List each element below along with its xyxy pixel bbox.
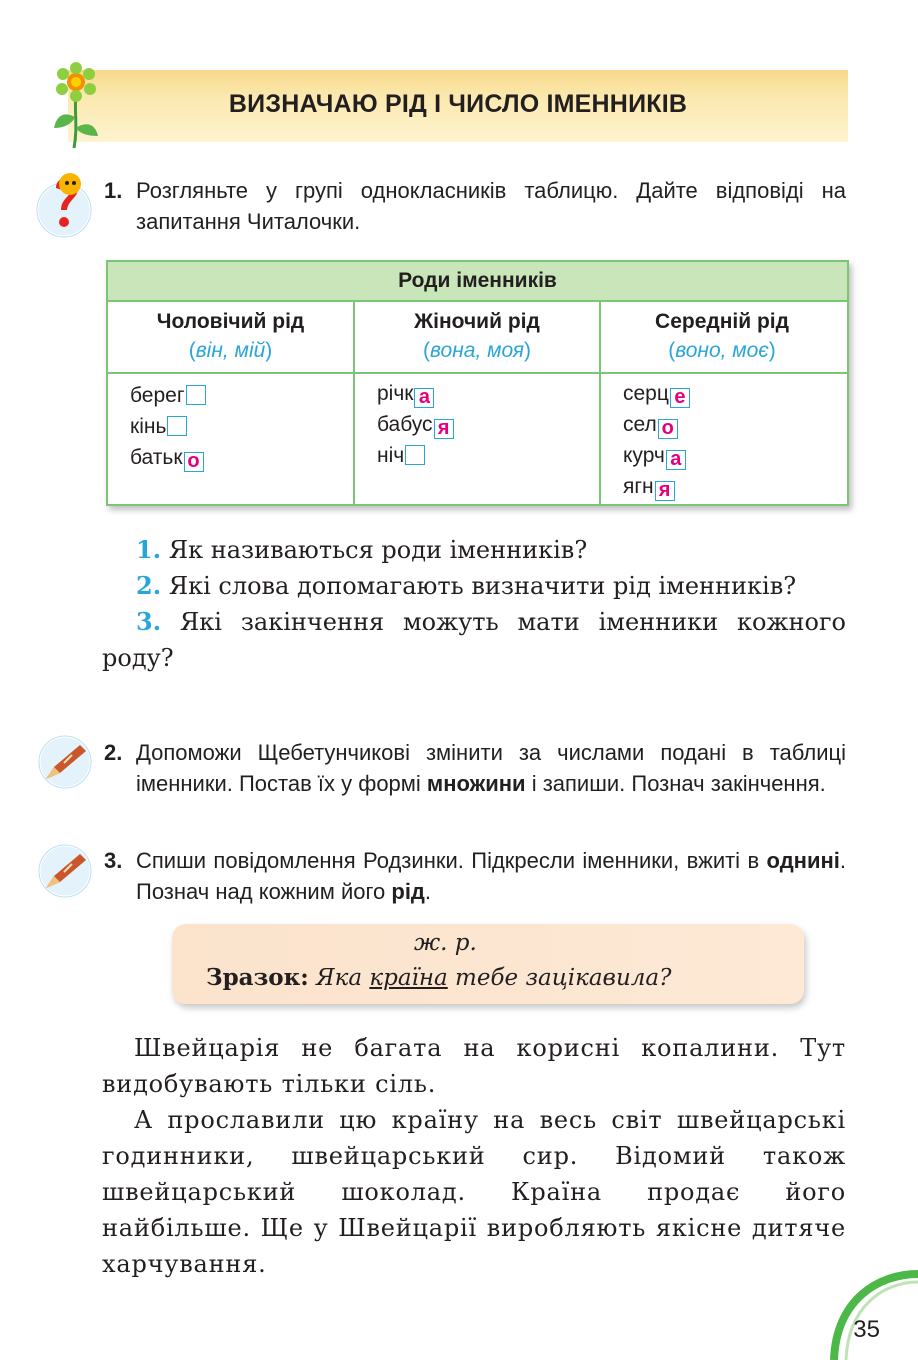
task-text: Розгляньте у групі однокласників таблицю. Дайте відповіді на запитання Читалочки.	[136, 178, 846, 234]
task-number: 1.	[104, 178, 123, 203]
task-1	[104, 175, 846, 239]
task-number: 3.	[104, 848, 123, 873]
section-title: ВИЗНАЧАЮ РІД І ЧИСЛО ІМЕННИКІВ	[228, 90, 688, 118]
word-item: ніч	[377, 440, 599, 471]
column-name: Жіночий рід	[414, 310, 540, 333]
question-item: 1. Як називаються роди іменників?	[136, 535, 588, 564]
column-pronouns: (вона, моя)	[423, 339, 531, 362]
word-item: ягн я	[623, 471, 843, 502]
word-item: батьк о	[130, 442, 353, 473]
sample-box	[172, 924, 804, 1004]
task-2	[104, 737, 846, 833]
ending-box: е	[670, 388, 690, 408]
word-item: курч а	[623, 440, 843, 471]
task-number: 2.	[104, 740, 123, 765]
section-header-band	[68, 70, 848, 142]
column-feminine	[355, 302, 601, 372]
masculine-words-cell	[108, 374, 355, 504]
column-pronouns: (він, мій)	[188, 339, 273, 362]
ending-box	[405, 445, 425, 465]
word-item: річк а	[377, 378, 599, 409]
question-mascot-icon	[34, 166, 96, 240]
ending-box: о	[658, 419, 678, 439]
pen-icon	[36, 842, 94, 900]
column-masculine	[108, 302, 355, 372]
ending-box: я	[655, 481, 675, 501]
page-corner-arc	[808, 1270, 918, 1360]
ending-box: о	[184, 452, 204, 472]
column-name: Чоловічий рід	[156, 310, 305, 333]
ending-box	[186, 385, 206, 405]
table-body-row	[108, 374, 847, 504]
pen-icon	[36, 733, 94, 791]
column-neuter	[601, 302, 843, 372]
feminine-words-cell	[355, 374, 601, 504]
word-item: серц е	[623, 378, 843, 409]
ending-box: а	[666, 450, 686, 470]
gender-abbreviation: ж. р.	[414, 930, 477, 956]
ending-box: а	[414, 388, 434, 408]
word-item: берег	[130, 380, 353, 411]
page-number: 35	[853, 1316, 880, 1343]
ending-box	[167, 416, 187, 436]
noun-gender-table	[106, 260, 849, 506]
text-paragraph: А прославили цю країну на весь світ швейцарські годинники, швейцарський сир. Відомий також швейцарський шоколад. Країна продає його найбільше. Ще у Швейцарії виробляють якісне дитяче харчування.	[102, 1106, 846, 1278]
column-pronouns: (воно, моє)	[668, 339, 776, 362]
flower-icon	[48, 62, 104, 150]
question-item: 2. Які слова допомагають визначити рід іменників?	[136, 571, 797, 600]
table-title: Роди іменників	[108, 262, 847, 302]
sample-sentence: Зразок: Яка країна тебе зацікавила?	[206, 964, 672, 991]
table-header-row	[108, 302, 847, 374]
neuter-words-cell	[601, 374, 843, 504]
question-item: 3. Які закінчення можуть мати іменники кожного роду?	[102, 607, 846, 672]
word-item: сел о	[623, 409, 843, 440]
text-paragraph: Швейцарія не багата на корисні копалини. Тут видобувають тільки сіль.	[102, 1034, 846, 1098]
questions-block	[102, 532, 846, 676]
ending-box: я	[434, 419, 454, 439]
column-name: Середній рід	[655, 310, 789, 333]
task-text: Спиши повідомлення Родзинки. Підкресли іменники, вжиті в однині. Познач над кожним його рід.	[136, 848, 846, 904]
word-item: бабус я	[377, 409, 599, 440]
task-text: Допоможи Щебетунчикові змінити за числами подані в таблиці іменники. Постав їх у формі множини і запиши. Познач закінчення.	[136, 740, 846, 796]
task-3	[104, 845, 846, 909]
word-item: кінь	[130, 411, 353, 442]
underlined-noun: країна	[369, 965, 448, 991]
